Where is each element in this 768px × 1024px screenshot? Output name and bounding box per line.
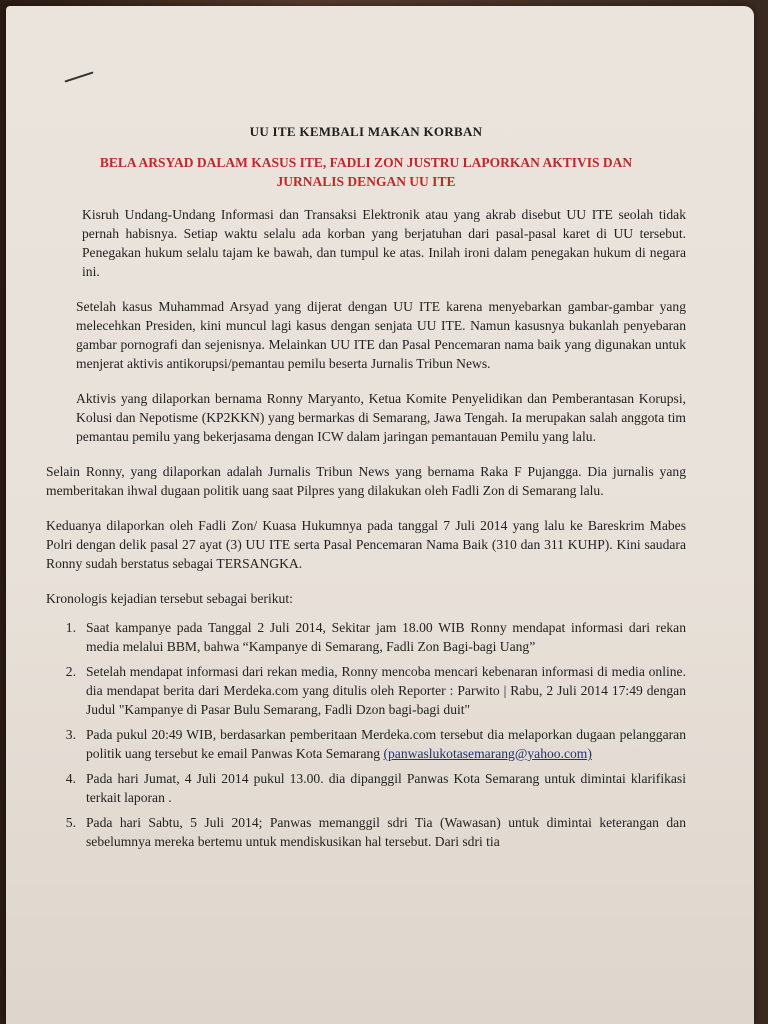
email-link[interactable]: (panwaslukotasemarang@yahoo.com) xyxy=(383,746,592,761)
paragraph-aktivis: Aktivis yang dilaporkan bernama Ronny Maryanto, Ketua Komite Penyelidikan dan Pemberantasan Korupsi, Kolusi dan Nepotisme (KP2KKN) yang bermarkas di Semarang, Jawa Tengah. Ia merupakan salah anggota tim pemantau pemilu yang bekerjasama dengan ICW dalam jaringan pemantauan Pemilu yang lalu. xyxy=(76,391,686,444)
list-item xyxy=(46,769,686,807)
paper-sheet xyxy=(6,6,754,1024)
chronology-list xyxy=(46,618,686,851)
pen-mark xyxy=(64,71,93,82)
list-text: Pada hari Jumat, 4 Juli 2014 pukul 13.00. dia dipanggil Panwas Kota Semarang untuk dimintai klarifikasi terkait laporan . xyxy=(86,771,686,805)
list-number: 5. xyxy=(65,815,76,830)
list-text: Pada pukul 20:49 WIB, berdasarkan pemberitaan Merdeka.com tersebut dia melaporkan dugaan pelanggaran politik uang tersebut ke email Panwas Kota Semarang xyxy=(86,727,686,761)
paragraph-laporan: Keduanya dilaporkan oleh Fadli Zon/ Kuasa Hukumnya pada tanggal 7 Juli 2014 yang lalu ke Bareskrim Mabes Polri dengan delik pasal 27 ayat (3) UU ITE serta Pasal Pencemaran Nama Baik (310 dan 311 KUHP). Kini saudara Ronny sudah berstatus sebagai TERSANGKA. xyxy=(46,518,686,571)
paragraph-kronologis: Kronologis kejadian tersebut sebagai berikut: xyxy=(46,591,293,606)
paragraph-jurnalis: Selain Ronny, yang dilaporkan adalah Jurnalis Tribun News yang bernama Raka F Pujangga. Dia jurnalis yang memberitakan ihwal dugaan politik uang saat Pilpres yang dilakukan oleh Fadli Zon di Semarang lalu. xyxy=(46,464,686,498)
list-text: Saat kampanye pada Tanggal 2 Juli 2014, Sekitar jam 18.00 WIB Ronny mendapat informasi dari rekan media melalui BBM, bahwa “Kampanye di Semarang, Fadli Zon Bagi-bagi Uang” xyxy=(86,620,686,654)
list-number: 4. xyxy=(65,771,76,786)
list-number: 2. xyxy=(65,664,76,679)
paragraph-intro: Kisruh Undang-Undang Informasi dan Transaksi Elektronik atau yang akrab disebut UU ITE seolah tidak pernah habisnya. Setiap waktu selalu ada korban yang berjatuhan dari pasal-pasal karet di UU tersebut. Penegakan hukum selalu tajam ke bawah, dan tumpul ke atas. Inilah ironi dalam penegakan hukum di negara ini. xyxy=(82,207,686,279)
list-number: 3. xyxy=(65,727,76,742)
list-item xyxy=(46,618,686,656)
list-number: 1. xyxy=(65,620,76,635)
list-text: Setelah mendapat informasi dari rekan media, Ronny mencoba mencari kebenaran informasi di media online. dia mendapat berita dari Merdeka.com yang ditulis oleh Reporter : Parwito | Rabu, 2 Juli 2014 17:49 dengan Judul "Kampanye di Pasar Bulu Semarang, Fadli Dzon bagi-bagi duit" xyxy=(86,664,686,717)
list-item xyxy=(46,662,686,719)
document-body xyxy=(46,122,686,857)
list-text: Pada hari Sabtu, 5 Juli 2014; Panwas memanggil sdri Tia (Wawasan) untuk dimintai keterangan dan sebelumnya mereka bertemu untuk mendiskusikan hal tersebut. Dari sdri tia xyxy=(86,815,686,849)
list-item xyxy=(46,813,686,851)
list-item xyxy=(46,725,686,763)
paragraph-arsyad: Setelah kasus Muhammad Arsyad yang dijerat dengan UU ITE karena menyebarkan gambar-gambar yang melecehkan Presiden, kini muncul lagi kasus dengan senjata UU ITE. Namun kasusnya bukanlah penyebaran gambar pornografi dan sejenisnya. Melainkan UU ITE dan Pasal Pencemaran nama baik yang digunakan untuk menjerat aktivis antikorupsi/pemantau pemilu beserta Jurnalis Tribun News. xyxy=(76,299,686,371)
document-title: UU ITE KEMBALI MAKAN KORBAN xyxy=(249,124,483,139)
document-subtitle: BELA ARSYAD DALAM KASUS ITE, FADLI ZON JUSTRU LAPORKAN AKTIVIS DAN JURNALIS DENGAN UU ITE xyxy=(99,155,633,189)
list-text-with-email xyxy=(86,725,686,763)
